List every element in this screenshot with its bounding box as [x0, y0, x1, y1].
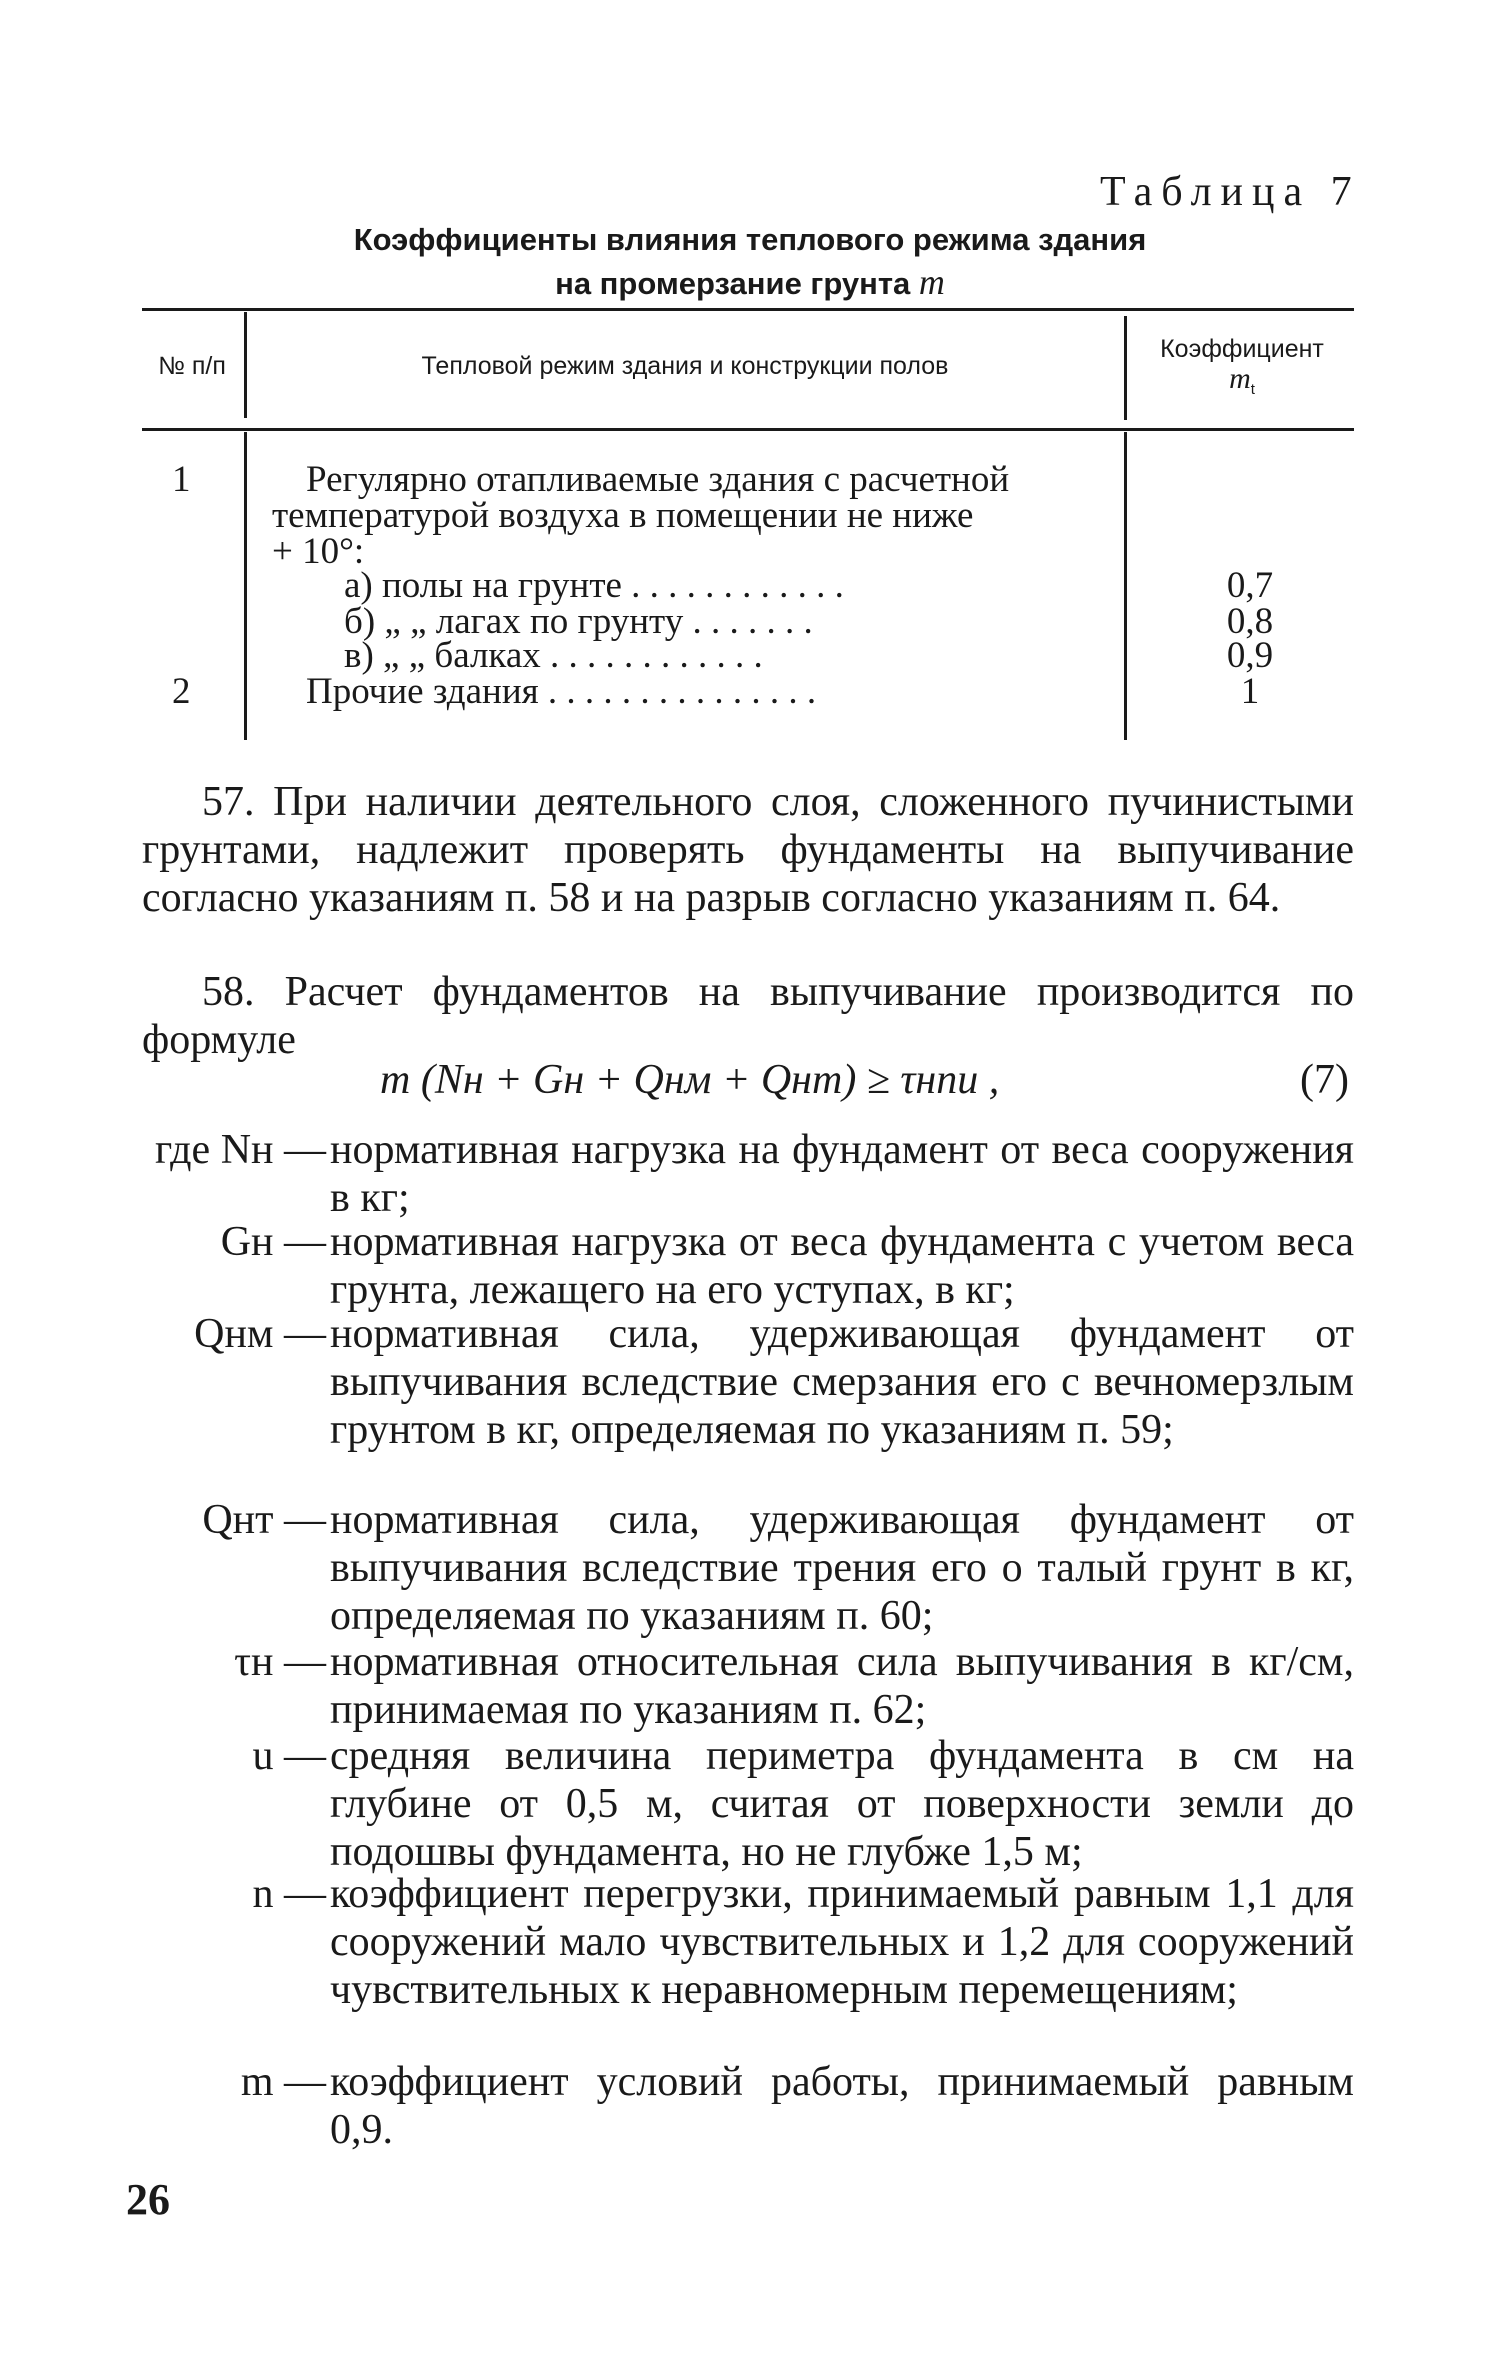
row1-line3: + 10°:	[272, 531, 365, 572]
row1-number: 1	[172, 459, 191, 500]
header-coef-symbol: m	[1229, 362, 1251, 395]
def-symbol-G: Gн —	[220, 1219, 326, 1265]
formula-number: (7)	[1300, 1057, 1349, 1103]
header-divider-2	[1124, 316, 1127, 420]
row2-text: Прочие здания . . . . . . . . . . . . . . .	[306, 671, 817, 712]
paragraph-58: 58. Расчет фундаментов на выпучивание производится по формуле	[142, 969, 1354, 1063]
table-caption	[300, 218, 1200, 305]
header-num: № п/п	[158, 352, 226, 380]
def-symbol-m: m —	[240, 2059, 326, 2105]
def-symbol-tau: τн —	[234, 1639, 326, 1685]
def-symbol-u: u —	[252, 1733, 326, 1779]
subrow-c-text: в) „ „ балках . . . . . . . . . . . .	[344, 635, 763, 676]
table-header-rule	[142, 428, 1354, 431]
def-text-Qt: нормативная сила, удерживающая фундамент от выпучивания вследствие трения его о талый грунт в кг, определяемая по указаниям п. 60;	[330, 1497, 1354, 1639]
subrow-b-value: 0,8	[1226, 601, 1274, 642]
caption-line-1: Коэффициенты влияния теплового режима здания	[353, 222, 1147, 257]
row1-line1: Регулярно отапливаемые здания с расчетной	[306, 459, 1010, 500]
caption-symbol: m	[918, 262, 945, 302]
body-divider-2	[1124, 432, 1127, 740]
paragraph-57: 57. При наличии деятельного слоя, сложенного пучинистыми грунтами, надлежит проверять фундаменты на выпучивание согласно указаниям п. 58 и на разрыв согласно указаниям п. 64.	[142, 779, 1354, 921]
def-symbol-Qm: Qнм —	[194, 1311, 326, 1357]
header-coef: Коэффициент $m_t$	[1160, 335, 1324, 398]
table-top-rule	[142, 308, 1354, 311]
header-regime: Тепловой режим здания и конструкции полов	[421, 352, 949, 380]
row1-line2: температурой воздуха в помещении не ниже	[272, 495, 974, 536]
def-text-Qm: нормативная сила, удерживающая фундамент от выпучивания вследствие смерзания его с вечномерзлым грунтом в кг, определяемая по указаниям п. 59;	[330, 1311, 1354, 1453]
def-text-N: нормативная нагрузка на фундамент от веса сооружения в кг;	[330, 1127, 1354, 1221]
def-symbol-n: n —	[252, 1871, 326, 1917]
def-text-m: коэффициент условий работы, принимаемый равным 0,9.	[330, 2059, 1354, 2153]
caption-line-2: на промерзание грунта m	[555, 262, 945, 302]
def-text-G: нормативная нагрузка от веса фундамента с учетом веса грунта, лежащего на его уступах, в кг;	[330, 1219, 1354, 1313]
formula-7: m (Nн + Gн + Qнм + Qнт) ≥ τнnu ,	[380, 1057, 1000, 1103]
def-text-u: средняя величина периметра фундамента в см на глубине от 0,5 м, считая от поверхности земли до подошвы фундамента, но не глубже 1,5 м;	[330, 1733, 1354, 1875]
def-symbol-Qt: Qнт —	[202, 1497, 326, 1543]
body-divider-1	[244, 432, 247, 740]
table-label: Таблица 7	[1100, 169, 1361, 215]
def-symbol-N: где Nн —	[155, 1127, 326, 1173]
subrow-a-value: 0,7	[1226, 565, 1274, 606]
def-text-n: коэффициент перегрузки, принимаемый равным 1,1 для сооружений мало чувствительных и 1,2 для сооружений чувствительных к неравномерным перемещениям;	[330, 1871, 1354, 2013]
row2-number: 2	[172, 671, 191, 712]
subrow-c-value: 0,9	[1226, 635, 1274, 676]
header-divider-1	[244, 312, 247, 418]
subrow-b-text: б) „ „ лагах по грунту . . . . . . .	[344, 601, 813, 642]
subrow-a-text: а) полы на грунте . . . . . . . . . . . .	[344, 565, 844, 606]
row2-value: 1	[1240, 671, 1260, 712]
def-text-tau: нормативная относительная сила выпучивания в кг/см, принимаемая по указаниям п. 62;	[330, 1639, 1354, 1733]
page-number: 26	[126, 2175, 170, 2224]
